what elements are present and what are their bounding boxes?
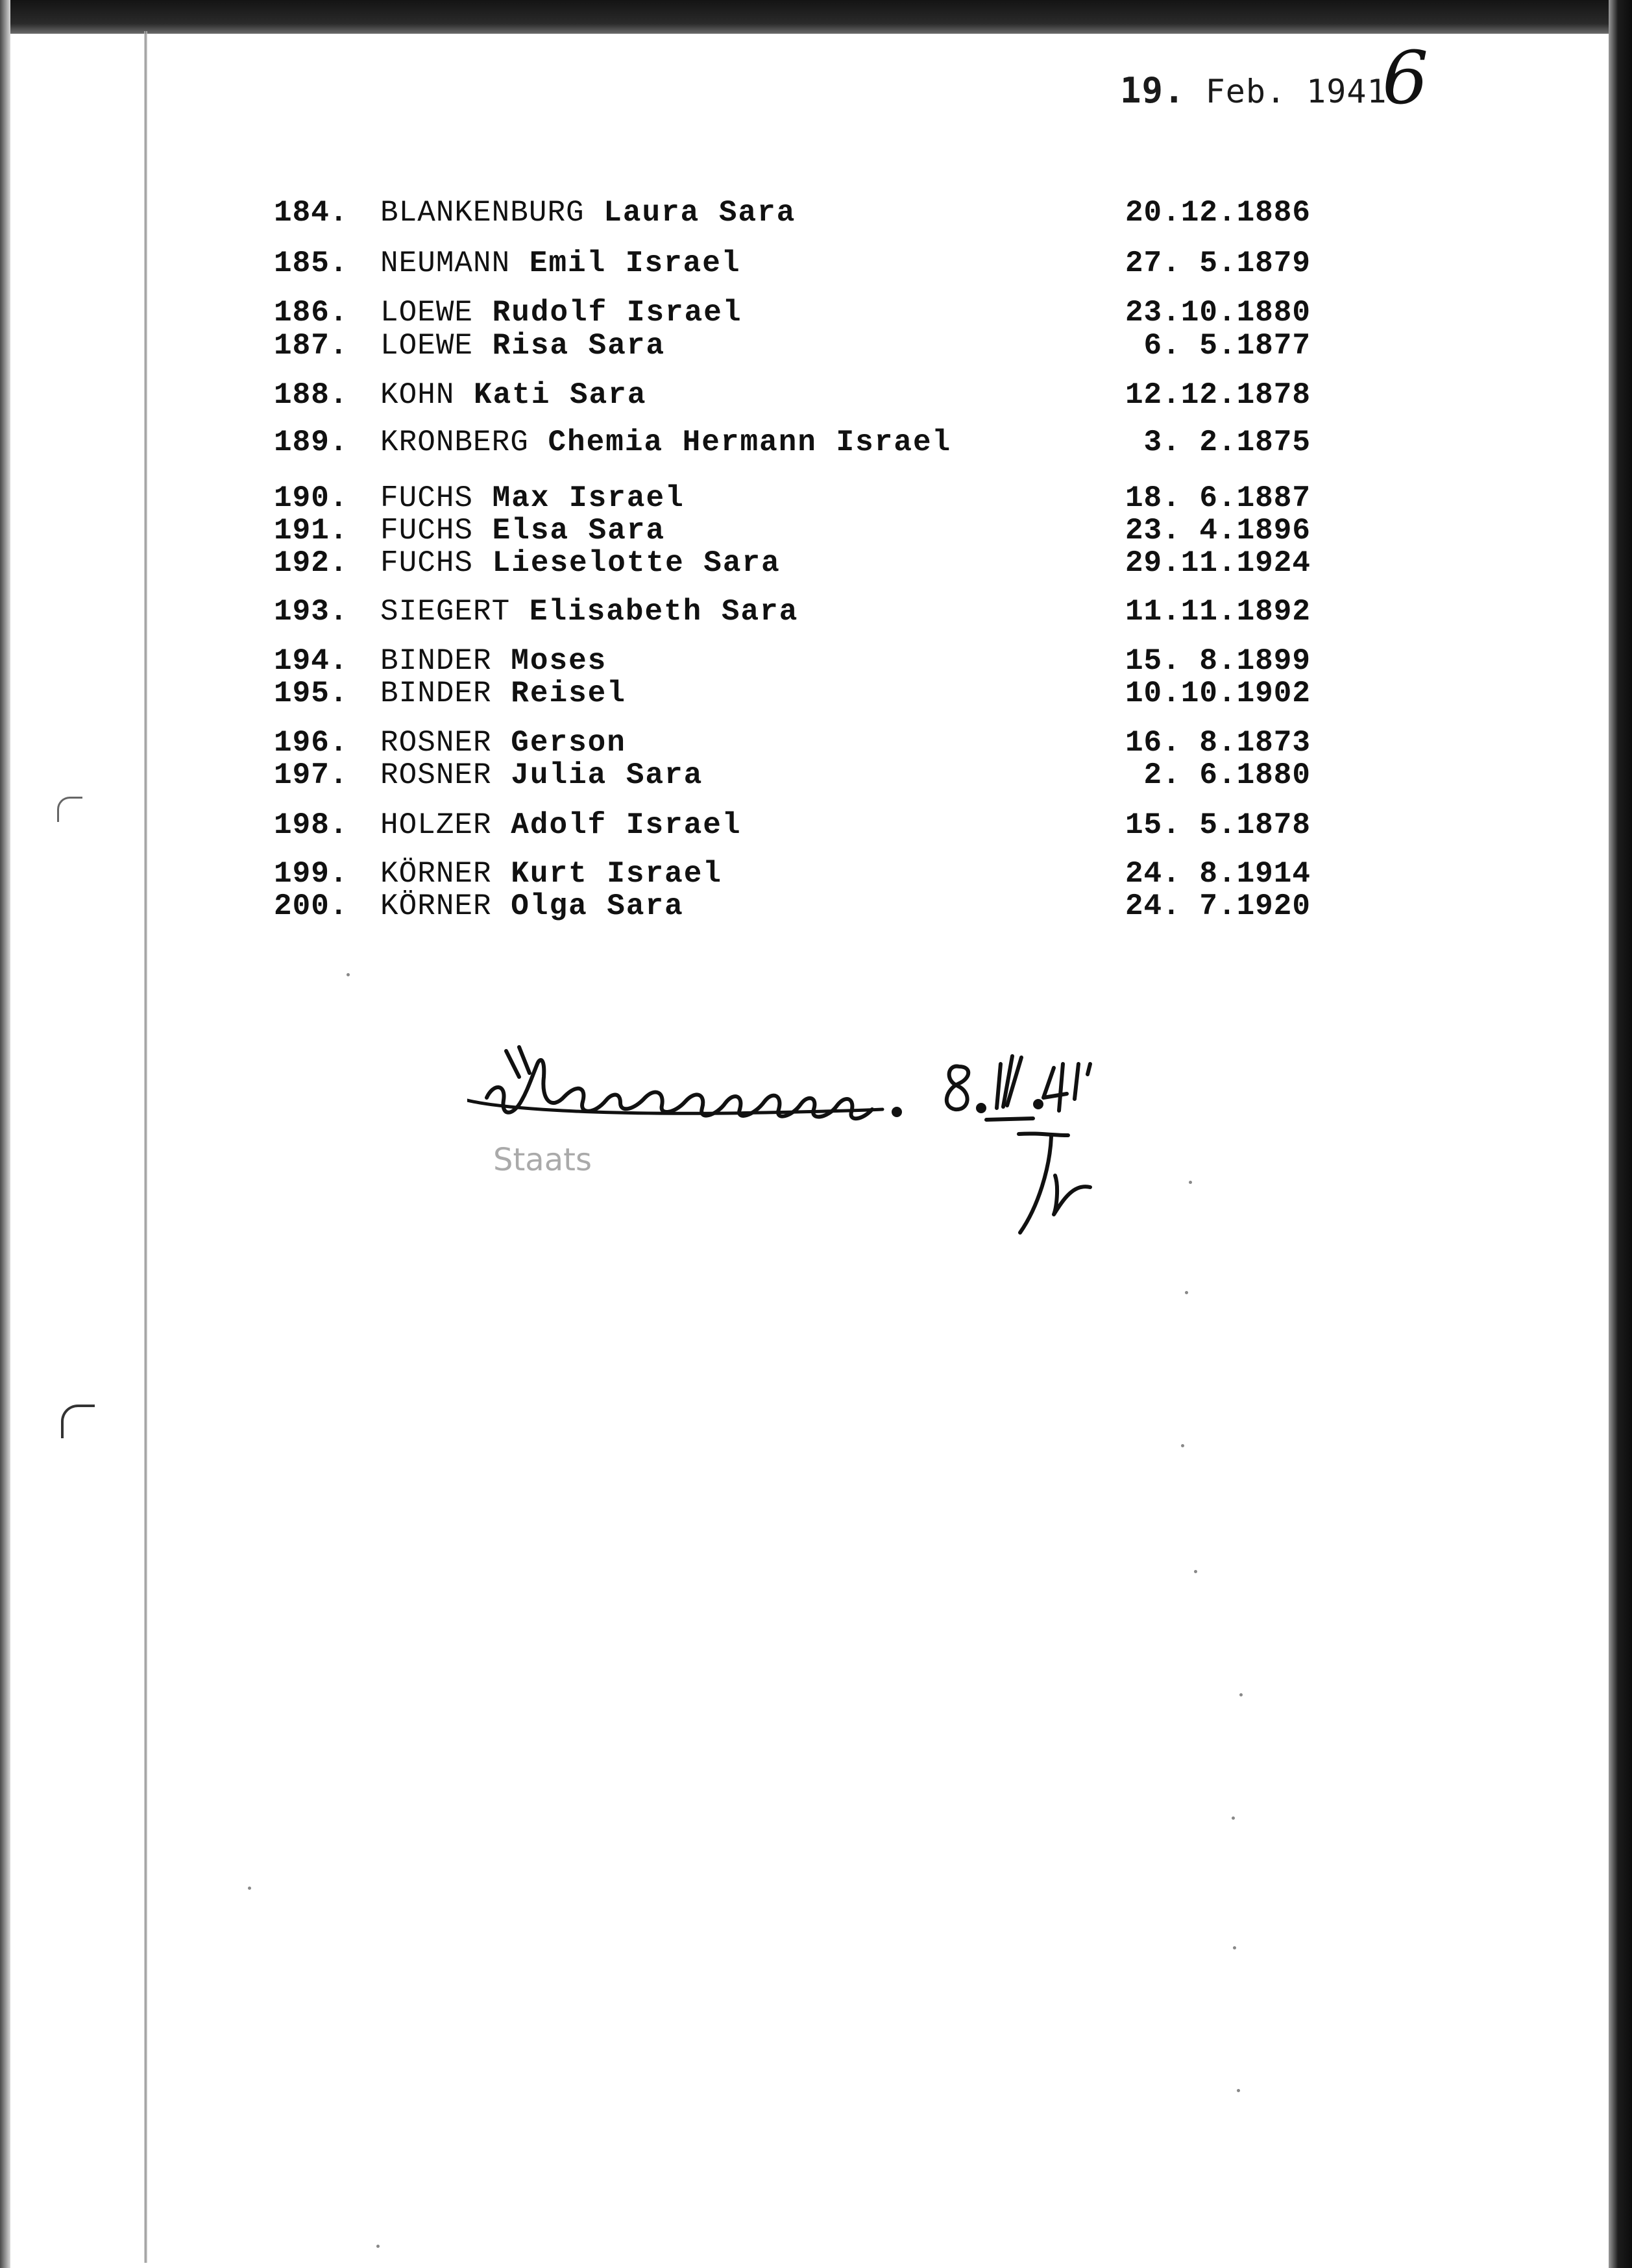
list-entry (0, 758, 1632, 795)
entry-birthdate: 15. 8.1899 (1125, 644, 1311, 678)
list-entry (0, 247, 1632, 283)
entry-surname: FUCHS (380, 546, 474, 580)
entry-birthdate: 3. 2.1875 (1143, 426, 1311, 459)
entry-name (380, 247, 741, 280)
entry-name (380, 514, 665, 548)
entry-number: 190. (274, 481, 348, 515)
entry-surname: NEUMANN (380, 247, 511, 280)
entry-number: 199. (274, 857, 348, 891)
list-entry (0, 546, 1632, 583)
entry-number: 188. (274, 378, 348, 412)
entry-birthdate: 16. 8.1873 (1125, 726, 1311, 760)
entry-number: 197. (274, 758, 348, 792)
entry-number: 196. (274, 726, 348, 760)
list-entry (0, 514, 1632, 550)
list-entry (0, 889, 1632, 926)
entry-number: 195. (274, 677, 348, 710)
entry-given-names: Elsa Sara (492, 514, 666, 548)
entry-name (380, 481, 685, 515)
entry-birthdate: 24. 7.1920 (1125, 889, 1311, 923)
punch-hole-mark (61, 1405, 95, 1438)
entry-given-names: Max Israel (492, 481, 685, 515)
date-stamp-day: 19. (1120, 70, 1186, 111)
entry-name (380, 857, 722, 891)
entry-birthdate: 15. 5.1878 (1125, 808, 1311, 842)
entry-number: 198. (274, 808, 348, 842)
entry-given-names: Gerson (511, 726, 626, 760)
faint-stamp-text: Staats (493, 1142, 592, 1178)
entry-surname: LOEWE (380, 296, 474, 330)
entry-surname: KÖRNER (380, 889, 492, 923)
list-entry (0, 726, 1632, 762)
entry-given-names: Moses (511, 644, 607, 678)
entry-given-names: Olga Sara (511, 889, 684, 923)
entry-birthdate: 29.11.1924 (1125, 546, 1311, 580)
entry-surname: LOEWE (380, 329, 474, 363)
entry-given-names: Laura Sara (603, 196, 796, 230)
entry-given-names: Kurt Israel (511, 857, 722, 891)
entry-given-names: Emil Israel (529, 247, 741, 280)
entry-surname: BINDER (380, 677, 492, 710)
entry-number: 184. (274, 196, 348, 230)
entry-birthdate: 10.10.1902 (1125, 677, 1311, 710)
entry-surname: FUCHS (380, 514, 474, 548)
date-stamp-month-year: Feb. 1941 (1205, 73, 1387, 110)
entry-number: 191. (274, 514, 348, 548)
entry-given-names: Lieselotte Sara (492, 546, 781, 580)
entry-birthdate: 11.11.1892 (1125, 595, 1311, 629)
entry-number: 185. (274, 247, 348, 280)
entry-number: 189. (274, 426, 348, 459)
handwritten-note (467, 1047, 900, 1118)
list-entry (0, 426, 1632, 462)
entry-name (380, 329, 665, 363)
entry-surname: FUCHS (380, 481, 474, 515)
entry-name (380, 889, 684, 923)
entry-birthdate: 18. 6.1887 (1125, 481, 1311, 515)
entry-birthdate: 12.12.1878 (1125, 378, 1311, 412)
entry-given-names: Chemia Hermann Israel (548, 426, 952, 459)
list-entry (0, 329, 1632, 365)
entry-number: 200. (274, 889, 348, 923)
entry-number: 194. (274, 644, 348, 678)
list-entry (0, 378, 1632, 415)
entry-name (380, 808, 742, 842)
scan-border-top (0, 0, 1632, 34)
entry-birthdate: 24. 8.1914 (1125, 857, 1311, 891)
entry-surname: BINDER (380, 644, 492, 678)
entry-surname: BLANKENBURG (380, 196, 585, 230)
list-entry (0, 808, 1632, 845)
page-number: 6 (1382, 36, 1429, 121)
entry-given-names: Rudolf Israel (492, 296, 742, 330)
entry-given-names: Risa Sara (492, 329, 666, 363)
entry-given-names: Julia Sara (511, 758, 703, 792)
list-entry (0, 857, 1632, 893)
entry-birthdate: 23. 4.1896 (1125, 514, 1311, 548)
entry-name (380, 426, 951, 459)
entry-birthdate: 2. 6.1880 (1143, 758, 1311, 792)
entry-number: 186. (274, 296, 348, 330)
entry-surname: KRONBERG (380, 426, 529, 459)
entry-name (380, 644, 607, 678)
entry-name (380, 296, 742, 330)
entry-name (380, 378, 646, 412)
list-entry (0, 644, 1632, 681)
entry-birthdate: 23.10.1880 (1125, 296, 1311, 330)
entry-birthdate: 20.12.1886 (1125, 196, 1311, 230)
entry-surname: HOLZER (380, 808, 492, 842)
entry-given-names: Kati Sara (474, 378, 647, 412)
handwritten-initials (1019, 1133, 1090, 1233)
entry-surname: ROSNER (380, 758, 492, 792)
entry-surname: SIEGERT (380, 595, 511, 629)
list-entry (0, 481, 1632, 518)
entry-name (380, 546, 781, 580)
list-entry (0, 595, 1632, 631)
entry-surname: KOHN (380, 378, 455, 412)
entry-surname: ROSNER (380, 726, 492, 760)
date-stamp (1120, 70, 1387, 111)
entry-given-names: Elisabeth Sara (529, 595, 799, 629)
entry-number: 192. (274, 546, 348, 580)
entry-name (380, 196, 796, 230)
entry-surname: KÖRNER (380, 857, 492, 891)
list-entry (0, 677, 1632, 713)
entry-number: 187. (274, 329, 348, 363)
entry-name (380, 726, 626, 760)
entry-name (380, 758, 703, 792)
entry-given-names: Adolf Israel (511, 808, 742, 842)
list-entry (0, 296, 1632, 332)
entry-name (380, 677, 626, 710)
entry-number: 193. (274, 595, 348, 629)
handwritten-annotation (467, 1038, 1311, 1272)
entry-name (380, 595, 798, 629)
entry-birthdate: 6. 5.1877 (1143, 329, 1311, 363)
entry-birthdate: 27. 5.1879 (1125, 247, 1311, 280)
binder-fold-line (144, 31, 147, 2263)
list-entry (0, 196, 1632, 232)
entry-given-names: Reisel (511, 677, 626, 710)
handwritten-date (947, 1056, 1090, 1120)
